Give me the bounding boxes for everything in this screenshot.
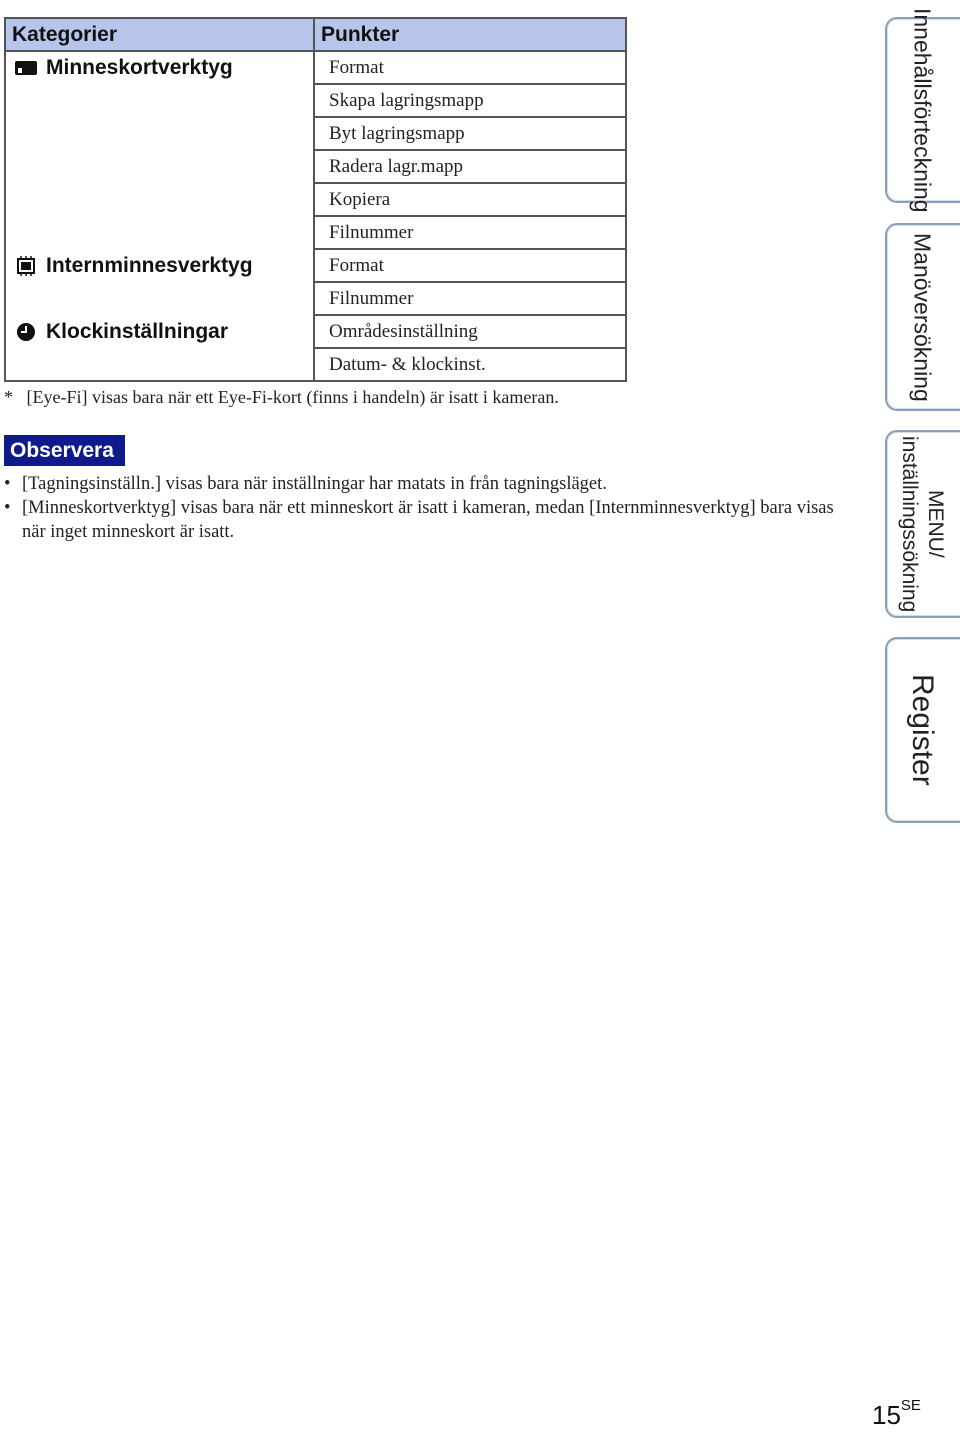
observera-list — [4, 472, 854, 544]
page-number — [872, 1397, 921, 1431]
footnote-marker: * — [4, 387, 13, 407]
tab-table-of-contents[interactable] — [885, 7, 960, 213]
page-number-suffix: SE — [900, 1397, 921, 1415]
table-row — [5, 315, 626, 348]
list-item-text: [Tagningsinställn.] visas bara när inställningar har matats in från tagningsläget. — [22, 474, 607, 494]
tab-label-line2: inställningssökning — [898, 435, 921, 613]
table-row — [5, 216, 626, 249]
tab-label: Innehållsförteckning — [909, 7, 936, 213]
category-cell — [5, 51, 314, 84]
page-number-value: 15 — [872, 1400, 901, 1430]
table-row — [5, 150, 626, 183]
tab-label — [896, 436, 948, 612]
table-row — [5, 249, 626, 282]
item-cell: Format — [314, 51, 626, 84]
observera-badge: Observera — [4, 435, 125, 466]
category-label: Minneskortverktyg — [46, 56, 233, 79]
list-item — [4, 496, 854, 544]
header-categories: Kategorier — [5, 18, 314, 51]
table-row — [5, 282, 626, 315]
memory-card-icon — [14, 58, 38, 78]
tab-menu-settings-search[interactable] — [885, 430, 960, 618]
item-cell: Byt lagringsmapp — [314, 117, 626, 150]
table-row — [5, 84, 626, 117]
item-cell: Filnummer — [314, 282, 626, 315]
category-cell — [5, 315, 314, 348]
footnote — [4, 387, 559, 408]
tab-label-line1: MENU/ — [924, 490, 947, 558]
header-items: Punkter — [314, 18, 626, 51]
tab-operation-search[interactable] — [885, 223, 960, 411]
bullet-icon: • — [4, 498, 11, 518]
list-item-text: [Minneskortverktyg] visas bara när ett minneskort är isatt i kameran, medan [Internminnesverktyg] bara visas när inget minneskort är isatt. — [22, 498, 834, 542]
internal-memory-icon — [14, 256, 38, 276]
table-row — [5, 348, 626, 381]
item-cell: Områdesinställning — [314, 315, 626, 348]
table-header-row — [5, 18, 626, 51]
item-cell: Datum- & klockinst. — [314, 348, 626, 381]
clock-icon — [14, 322, 38, 342]
footnote-text: [Eye-Fi] visas bara när ett Eye-Fi-kort (finns i handeln) är isatt i kameran. — [26, 387, 559, 407]
list-item — [4, 472, 854, 496]
item-cell: Skapa lagringsmapp — [314, 84, 626, 117]
table-row — [5, 117, 626, 150]
item-cell: Radera lagr.mapp — [314, 150, 626, 183]
item-cell: Filnummer — [314, 216, 626, 249]
table-row — [5, 183, 626, 216]
item-cell: Format — [314, 249, 626, 282]
category-cell — [5, 249, 314, 282]
table-row — [5, 51, 626, 84]
bullet-icon: • — [4, 474, 11, 494]
item-cell: Kopiera — [314, 183, 626, 216]
tab-label: Register — [906, 674, 939, 786]
tab-label: Manöversökning — [909, 232, 936, 402]
category-label: Klockinställningar — [46, 320, 229, 343]
tab-index[interactable] — [885, 637, 960, 823]
settings-table — [4, 17, 627, 382]
category-label: Internminnesverktyg — [46, 254, 253, 277]
